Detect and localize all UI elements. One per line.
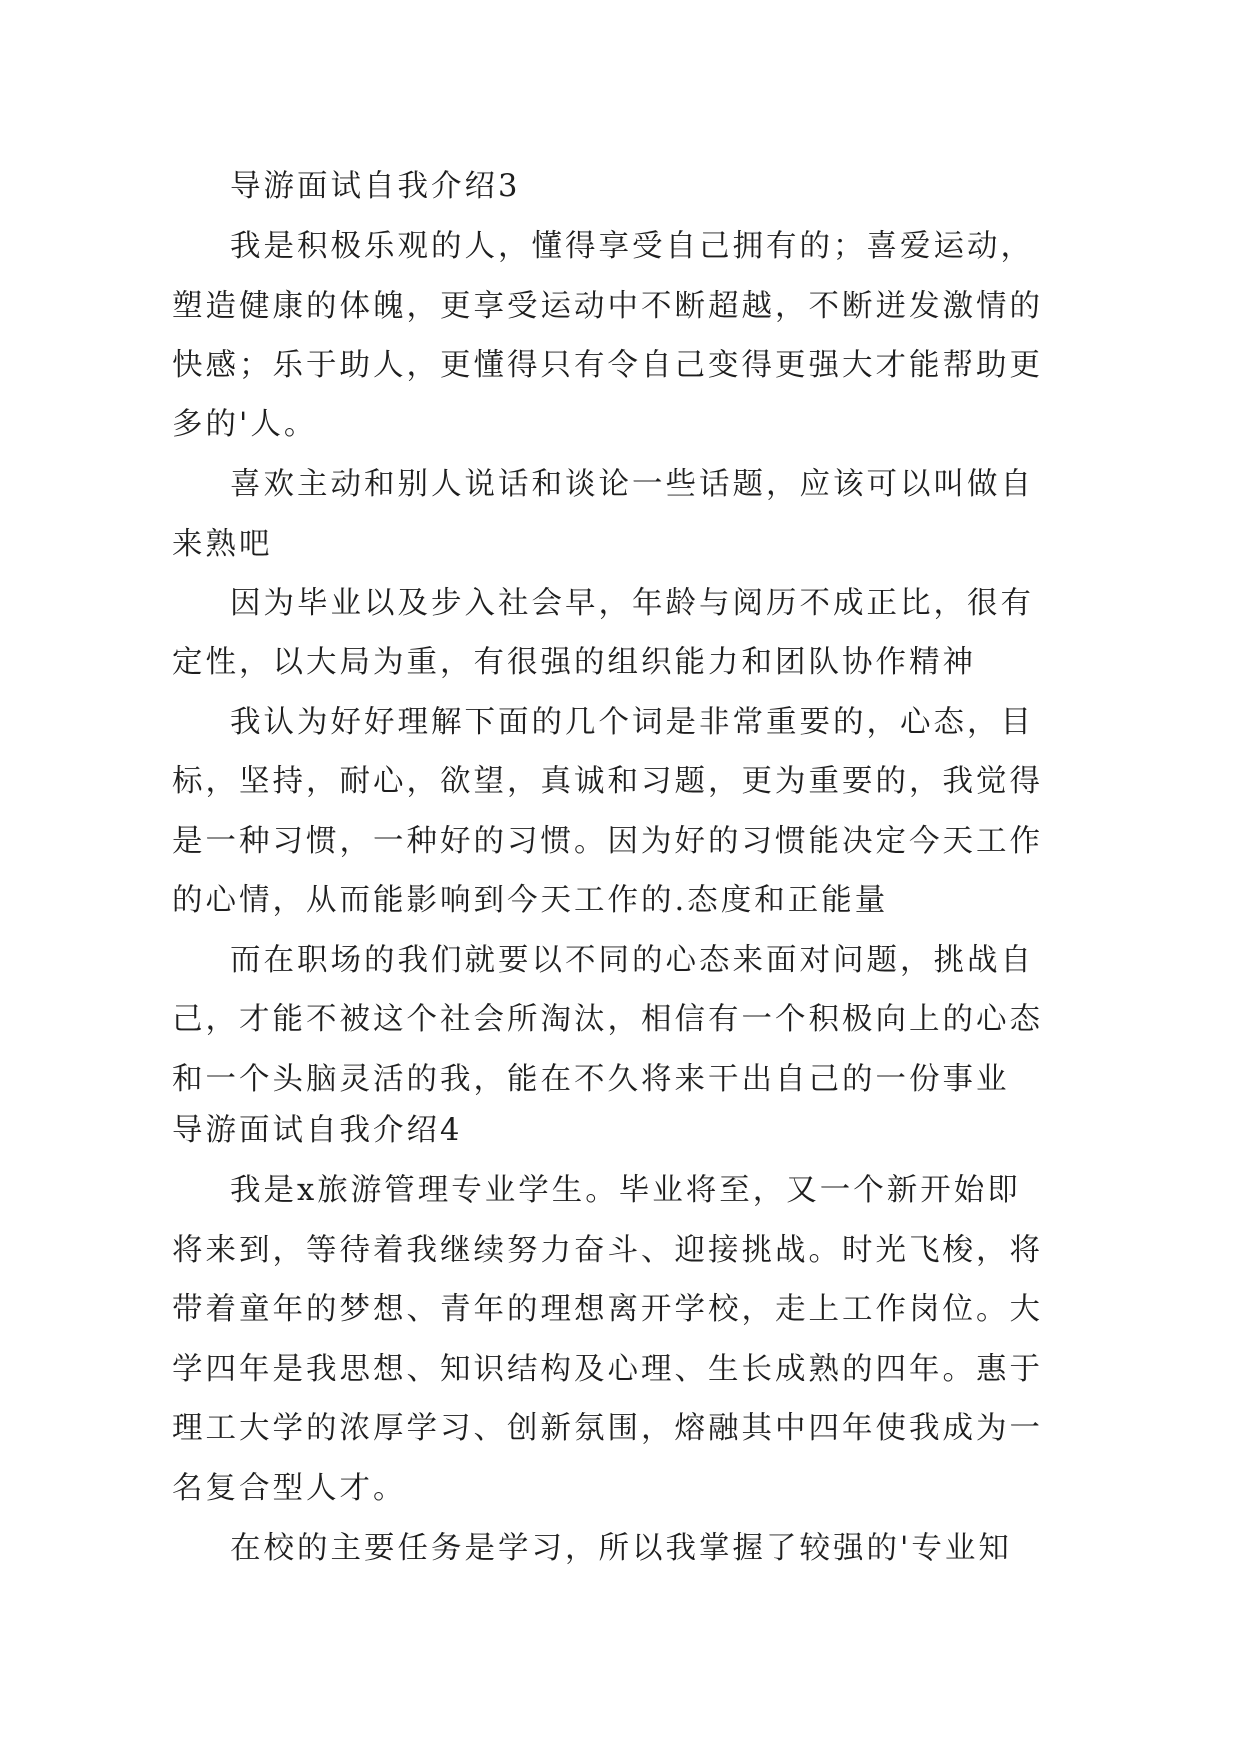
section-heading-3: 导游面试自我介绍3 (230, 169, 521, 204)
paragraph-line: 学四年是我思想、知识结构及心理、生长成熟的四年。惠于 (172, 1352, 1043, 1387)
paragraph-line: 在校的主要任务是学习，所以我掌握了较强的'专业知 (230, 1531, 1012, 1566)
paragraph-line: 喜欢主动和别人说话和谈论一些话题，应该可以叫做自 (230, 467, 1034, 502)
paragraph-line: 我是积极乐观的人，懂得享受自己拥有的；喜爱运动， (230, 229, 1034, 264)
paragraph-line: 己，才能不被这个社会所淘汰，相信有一个积极向上的心态 (172, 1002, 1043, 1037)
paragraph-line: 定性，以大局为重，有很强的组织能力和团队协作精神 (172, 645, 976, 680)
paragraph-line: 我是x旅游管理专业学生。毕业将至，又一个新开始即 (230, 1173, 1021, 1208)
paragraph-line: 我认为好好理解下面的几个词是非常重要的，心态，目 (230, 705, 1034, 740)
paragraph-line: 塑造健康的体魄，更享受运动中不断超越，不断迸发激情的 (172, 289, 1043, 324)
paragraph-line: 是一种习惯，一种好的习惯。因为好的习惯能决定今天工作 (172, 824, 1043, 859)
paragraph-line: 因为毕业以及步入社会早，年龄与阅历不成正比，很有 (230, 586, 1034, 621)
paragraph-line: 标，坚持，耐心，欲望，真诚和习题，更为重要的，我觉得 (172, 764, 1043, 799)
paragraph-line: 名复合型人才。 (172, 1471, 407, 1506)
paragraph-line: 理工大学的浓厚学习、创新氛围，熔融其中四年使我成为一 (172, 1411, 1043, 1446)
paragraph-line: 来熟吧 (172, 527, 273, 562)
paragraph-line: 而在职场的我们就要以不同的心态来面对问题，挑战自 (230, 943, 1034, 978)
paragraph-line: 和一个头脑灵活的我，能在不久将来干出自己的一份事业 (172, 1062, 1010, 1097)
paragraph-line: 的心情，从而能影响到今天工作的.态度和正能量 (172, 883, 889, 918)
paragraph-line: 将来到，等待着我继续努力奋斗、迎接挑战。时光飞梭，将 (172, 1233, 1043, 1268)
paragraph-line: 带着童年的梦想、青年的理想离开学校，走上工作岗位。大 (172, 1292, 1043, 1327)
paragraph-line: 快感；乐于助人，更懂得只有令自己变得更强大才能帮助更 (172, 348, 1043, 383)
paragraph-line: 多的'人。 (172, 407, 318, 442)
section-heading-4: 导游面试自我介绍4 (172, 1113, 463, 1148)
